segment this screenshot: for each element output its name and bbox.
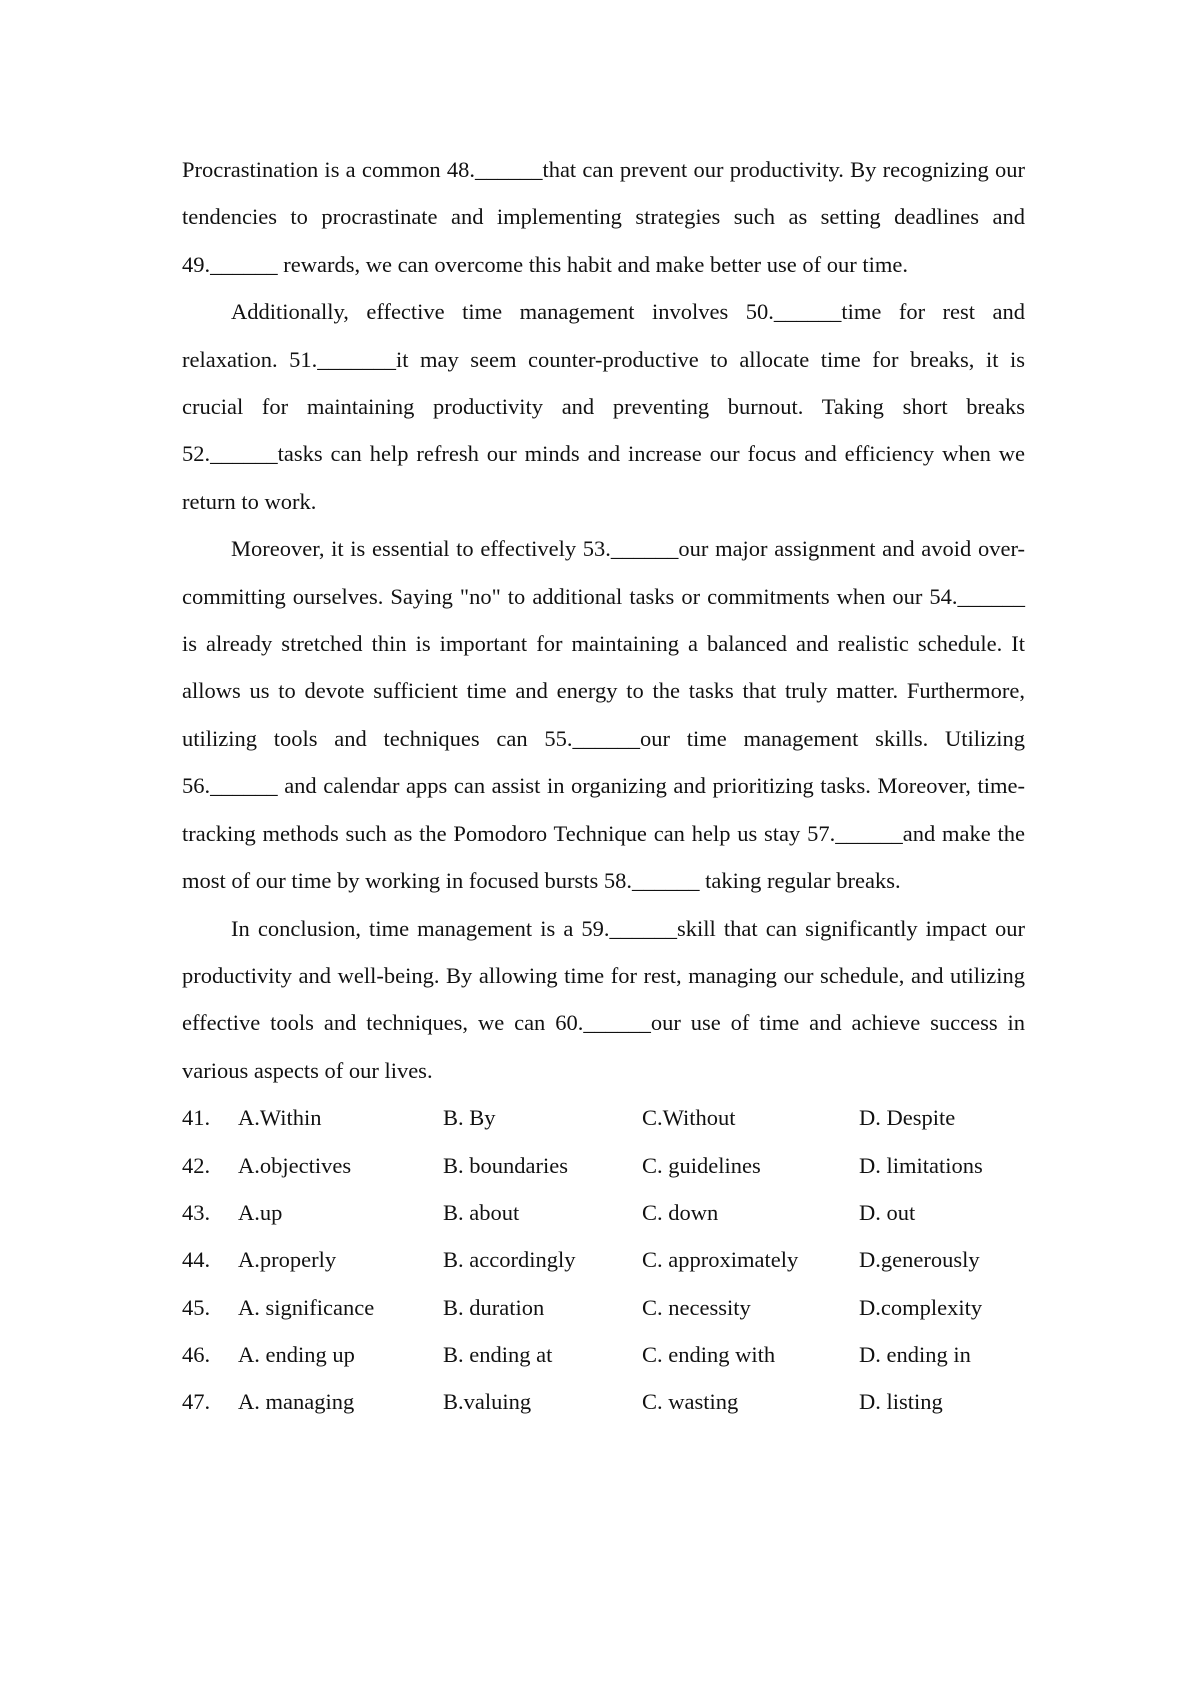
option-b: B. accordingly: [443, 1247, 576, 1273]
question-row-41: [182, 1094, 1025, 1141]
question-row-45: [182, 1284, 1025, 1331]
option-b: B. By: [443, 1105, 496, 1131]
option-b: B. about: [443, 1199, 520, 1225]
option-d: D.complexity: [859, 1294, 983, 1320]
exam-page: [182, 146, 1025, 1426]
option-c: C. necessity: [642, 1294, 751, 1320]
question-number: 46.: [182, 1342, 211, 1368]
question-row-43: [182, 1189, 1025, 1236]
question-number: 42.: [182, 1152, 211, 1178]
option-d: D. listing: [859, 1389, 943, 1415]
option-d: D.generously: [859, 1247, 980, 1273]
option-c: C. approximately: [642, 1247, 799, 1273]
question-number: 43.: [182, 1199, 211, 1225]
option-d: D. out: [859, 1199, 916, 1225]
option-b: B. duration: [443, 1294, 545, 1320]
option-d: D. Despite: [859, 1105, 956, 1131]
passage-paragraph-2: Additionally, effective time management involves 50.______time for rest and relaxation. 51._______it may seem counter-productive to allocate time for breaks, it is crucial for maintaining productivity and preventing burnout. Taking short breaks 52.______tasks can help refresh our minds and increase our focus and efficiency when we return to work.: [182, 299, 1025, 514]
option-c: C.Without: [642, 1105, 736, 1131]
option-a: A. significance: [238, 1294, 375, 1320]
option-d: D. ending in: [859, 1342, 971, 1368]
passage-paragraph-4: In conclusion, time management is a 59.______skill that can significantly impact our productivity and well-being. By allowing time for rest, managing our schedule, and utilizing effective tools and techniques, we can 60.______our use of time and achieve success in various aspects of our lives.: [182, 915, 1025, 1083]
question-row-47: [182, 1378, 1025, 1425]
option-a: A.properly: [238, 1247, 337, 1273]
question-number: 45.: [182, 1294, 211, 1320]
question-number: 47.: [182, 1389, 211, 1415]
option-c: C. wasting: [642, 1389, 739, 1415]
option-c: C. down: [642, 1199, 719, 1225]
question-number: 41.: [182, 1105, 211, 1131]
question-number: 44.: [182, 1247, 211, 1273]
option-a: A. managing: [238, 1389, 355, 1415]
option-d: D. limitations: [859, 1152, 983, 1178]
option-c: C. guidelines: [642, 1152, 761, 1178]
passage-paragraph-3: Moreover, it is essential to effectively 53.______our major assignment and avoid over-committing ourselves. Saying "no" to additional tasks or commitments when our 54.______ is already stretched thin is important for maintaining a balanced and realistic schedule. It allows us to devote sufficient time and energy to the tasks that truly matter. Furthermore, utilizing tools and techniques can 55.______our time management skills. Utilizing 56.______ and calendar apps can assist in organizing and prioritizing tasks. Moreover, time-tracking methods such as the Pomodoro Technique can help us stay 57.______and make the most of our time by working in focused bursts 58.______ taking regular breaks.: [182, 536, 1025, 894]
option-b: B. boundaries: [443, 1152, 568, 1178]
question-row-46: [182, 1331, 1025, 1378]
option-b: B. ending at: [443, 1342, 553, 1368]
option-a: A. ending up: [238, 1342, 355, 1368]
option-b: B.valuing: [443, 1389, 532, 1415]
option-a: A.Within: [238, 1105, 322, 1131]
option-c: C. ending with: [642, 1342, 776, 1368]
option-a: A.objectives: [238, 1152, 352, 1178]
option-a: A.up: [238, 1199, 283, 1225]
answer-options: [182, 1094, 1025, 1426]
question-row-42: [182, 1142, 1025, 1189]
question-row-44: [182, 1236, 1025, 1283]
passage-paragraph-1: Procrastination is a common 48.______that can prevent our productivity. By recognizing our tendencies to procrastinate and implementing strategies such as setting deadlines and 49.______ rewards, we can overcome this habit and make better use of our time.: [182, 157, 1025, 277]
